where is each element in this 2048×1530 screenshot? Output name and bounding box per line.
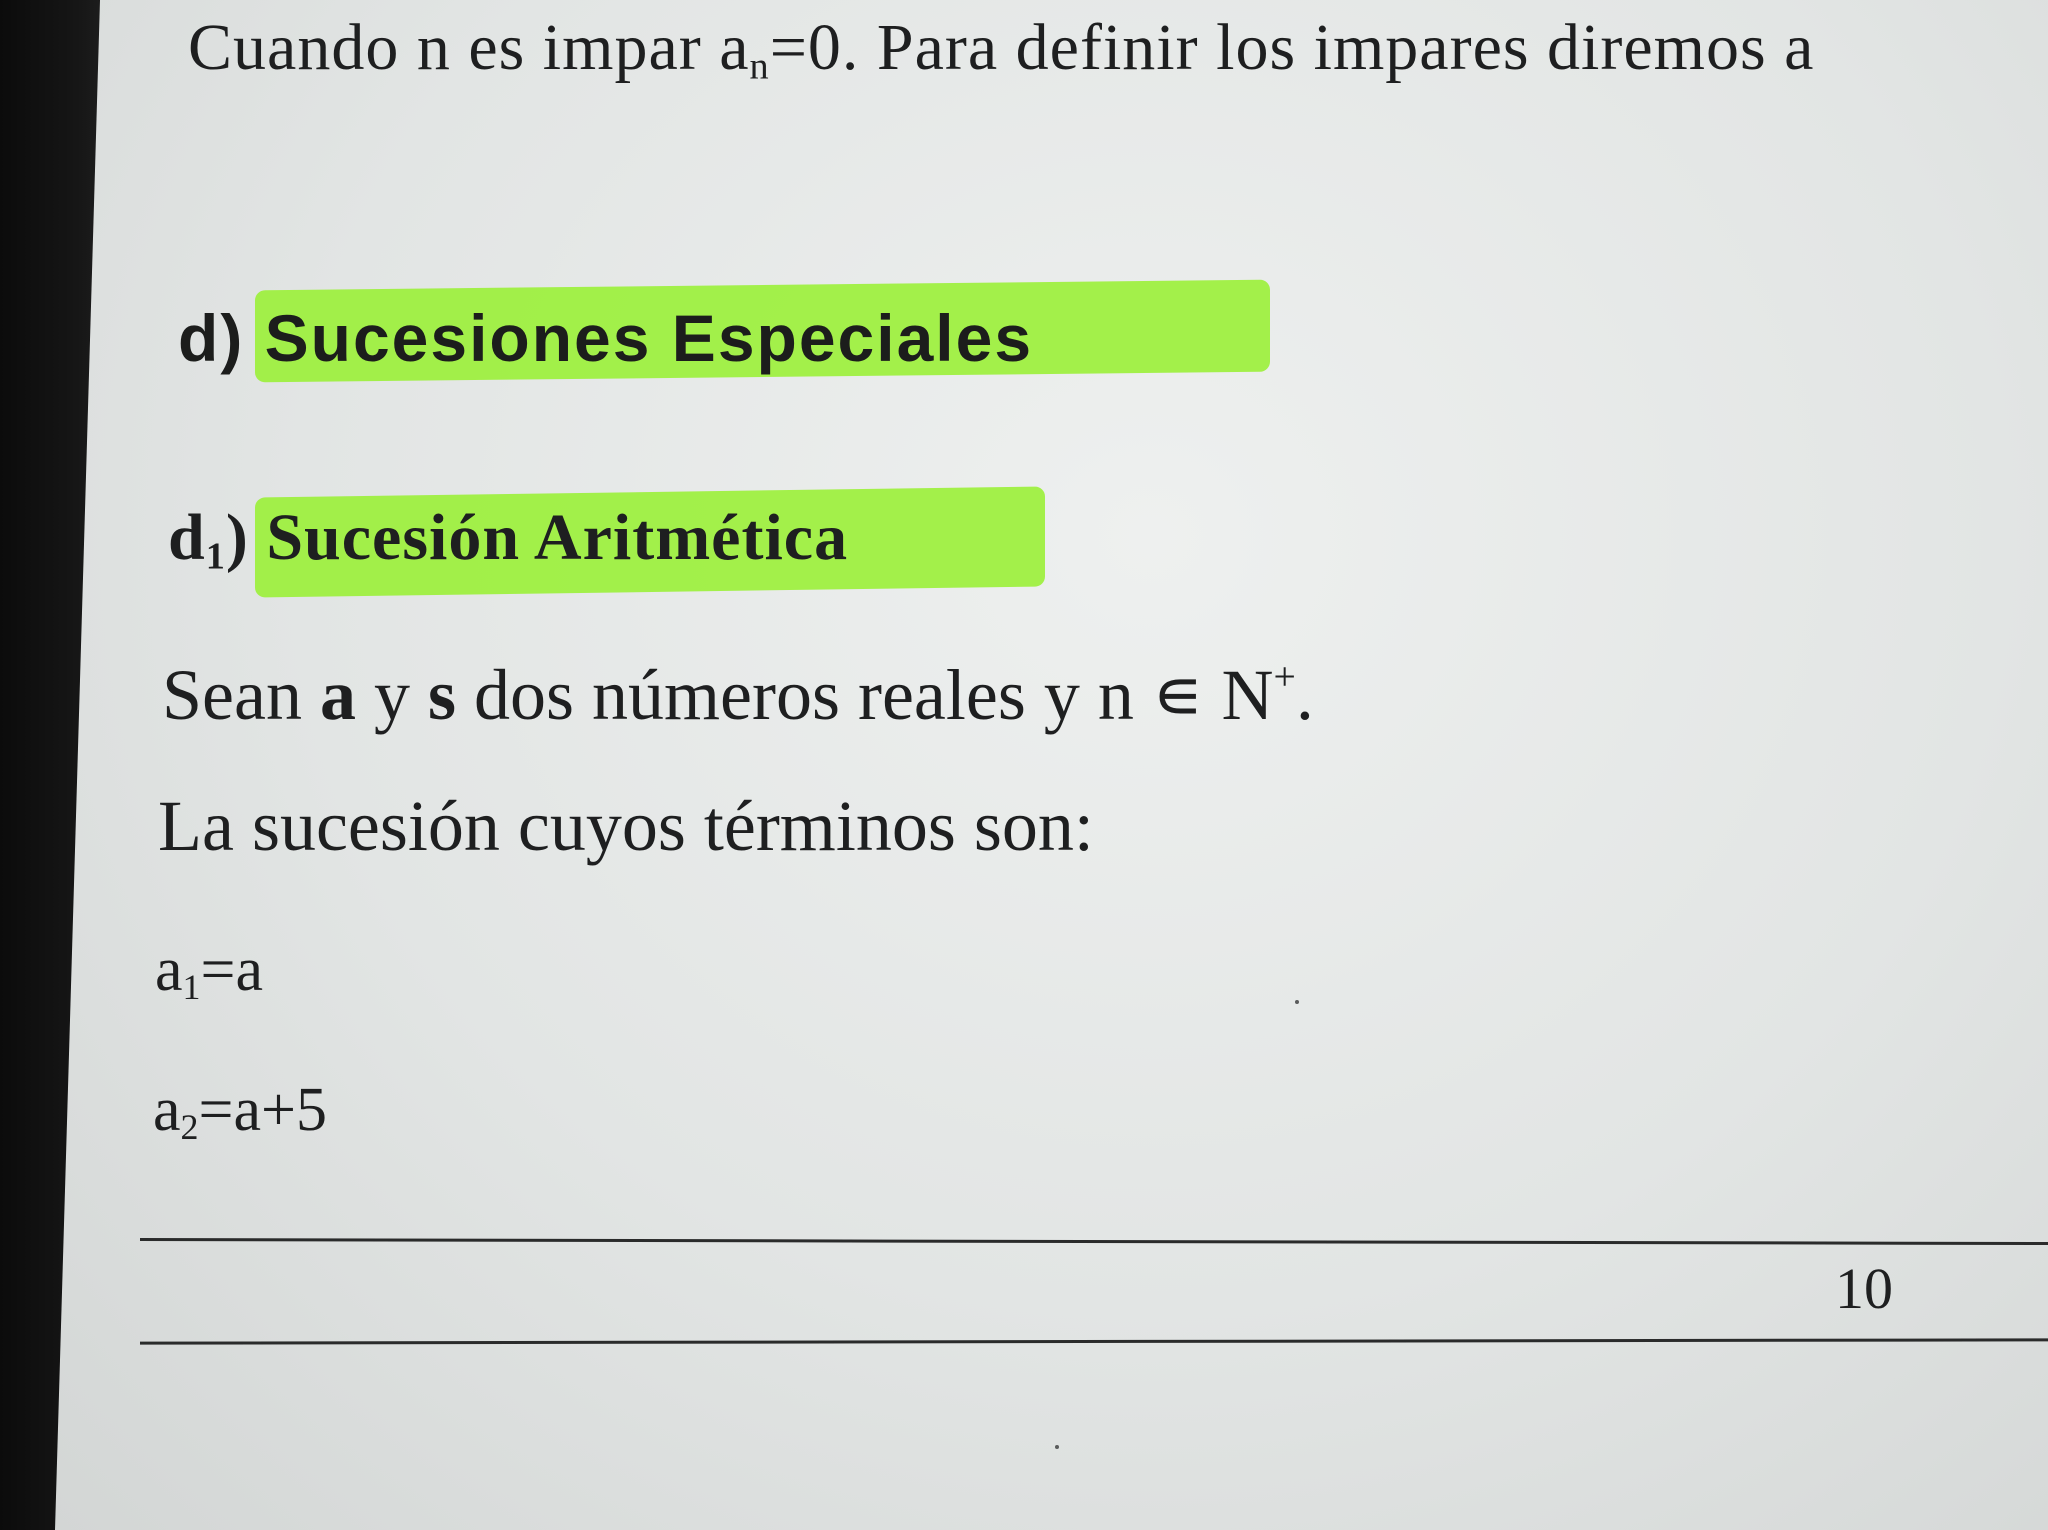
terms-intro-line: La sucesión cuyos términos son: <box>158 786 1094 866</box>
page-number: 10 <box>1835 1256 1893 1321</box>
section-heading: d) Sucesiones Especiales <box>178 301 1034 375</box>
term-1: $a_1=a$ <box>155 936 263 1007</box>
term-2: $a_2=a+5$ <box>153 1076 327 1147</box>
paper-speck <box>1055 1445 1059 1449</box>
top-text-line: Cuando n es impar $a_n=0$. Para definir los impares diremos a <box>188 11 1815 88</box>
paper-speck <box>1295 1000 1299 1004</box>
definition-line: Sean a y s dos números reales y n ∊ N+. <box>162 654 1314 735</box>
subsection-heading: $d_1$) Sucesión Aritmética <box>168 501 849 578</box>
paper-page <box>55 0 2048 1530</box>
